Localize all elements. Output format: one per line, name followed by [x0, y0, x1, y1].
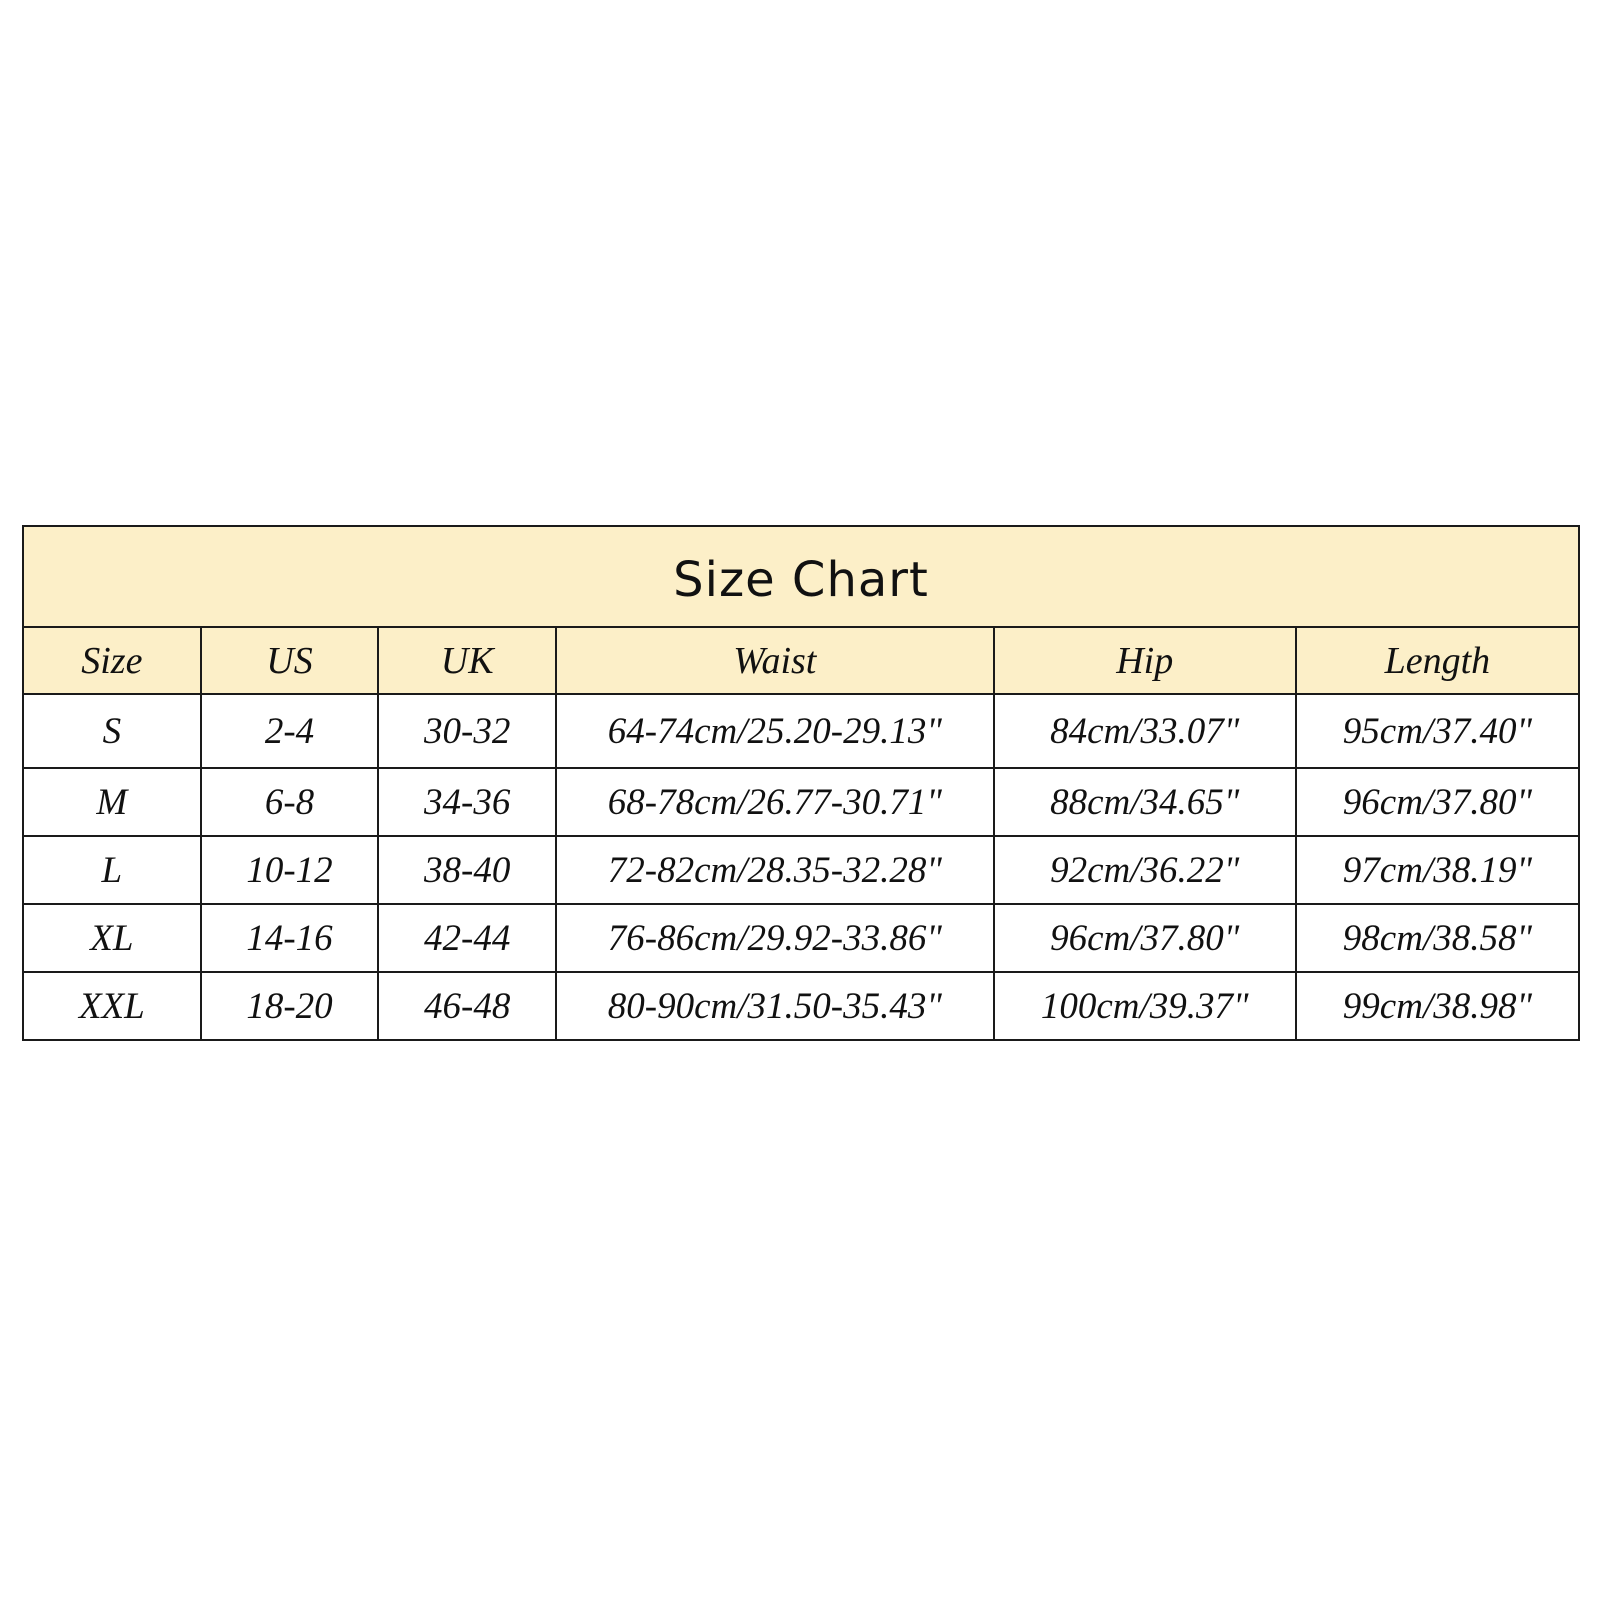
cell-uk: 34-36: [378, 768, 556, 836]
cell-waist: 64-74cm/25.20-29.13": [556, 694, 994, 768]
cell-length: 97cm/38.19": [1296, 836, 1579, 904]
cell-hip: 92cm/36.22": [994, 836, 1296, 904]
cell-us: 14-16: [201, 904, 379, 972]
cell-waist: 68-78cm/26.77-30.71": [556, 768, 994, 836]
table-row: [23, 836, 1579, 904]
cell-length: 95cm/37.40": [1296, 694, 1579, 768]
cell-us: 18-20: [201, 972, 379, 1040]
cell-hip: 88cm/34.65": [994, 768, 1296, 836]
cell-size: S: [23, 694, 201, 768]
table-row: [23, 972, 1579, 1040]
header-hip: Hip: [994, 627, 1296, 694]
header-size: Size: [23, 627, 201, 694]
table-title: Size Chart: [23, 526, 1579, 627]
cell-us: 2-4: [201, 694, 379, 768]
cell-uk: 38-40: [378, 836, 556, 904]
cell-waist: 76-86cm/29.92-33.86": [556, 904, 994, 972]
title-row: [23, 526, 1579, 627]
cell-waist: 72-82cm/28.35-32.28": [556, 836, 994, 904]
cell-hip: 100cm/39.37": [994, 972, 1296, 1040]
column-header-row: [23, 627, 1579, 694]
table-row: [23, 904, 1579, 972]
table-row: [23, 694, 1579, 768]
size-chart-table: [22, 525, 1580, 1041]
header-length: Length: [1296, 627, 1579, 694]
cell-waist: 80-90cm/31.50-35.43": [556, 972, 994, 1040]
table-row: [23, 768, 1579, 836]
cell-us: 6-8: [201, 768, 379, 836]
cell-size: XL: [23, 904, 201, 972]
cell-hip: 84cm/33.07": [994, 694, 1296, 768]
header-uk: UK: [378, 627, 556, 694]
cell-size: M: [23, 768, 201, 836]
header-waist: Waist: [556, 627, 994, 694]
header-us: US: [201, 627, 379, 694]
cell-us: 10-12: [201, 836, 379, 904]
cell-size: XXL: [23, 972, 201, 1040]
cell-length: 96cm/37.80": [1296, 768, 1579, 836]
cell-uk: 46-48: [378, 972, 556, 1040]
cell-size: L: [23, 836, 201, 904]
cell-length: 98cm/38.58": [1296, 904, 1579, 972]
cell-length: 99cm/38.98": [1296, 972, 1579, 1040]
cell-uk: 42-44: [378, 904, 556, 972]
cell-uk: 30-32: [378, 694, 556, 768]
cell-hip: 96cm/37.80": [994, 904, 1296, 972]
